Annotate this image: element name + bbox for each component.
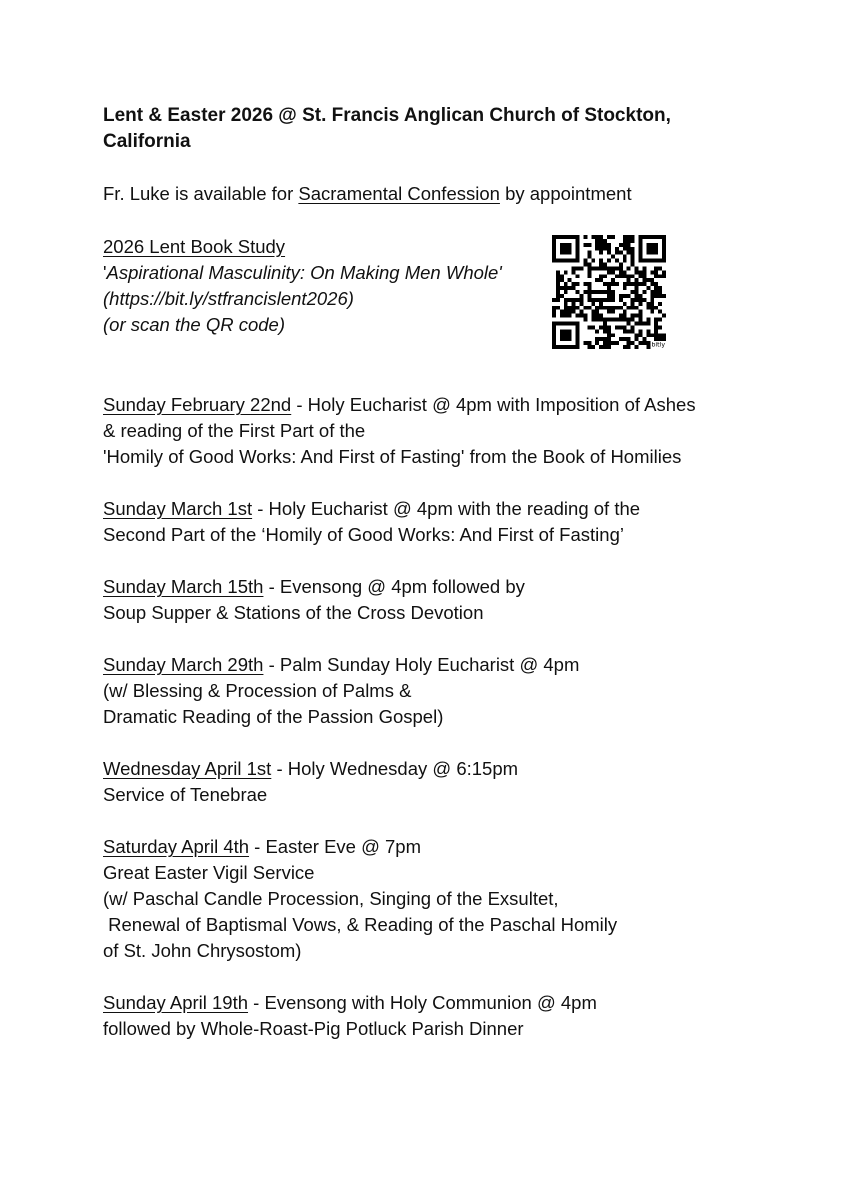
event-detail: (w/ Paschal Candle Procession, Singing of the Exsultet, (103, 888, 559, 909)
event-date[interactable]: Sunday March 1st (103, 498, 253, 519)
event-detail: Soup Supper & Stations of the Cross Devotion (103, 602, 484, 623)
event-detail: of St. John Chrysostom) (103, 940, 302, 961)
event-first-line (103, 834, 803, 860)
qr-bitly-label: bitly (651, 341, 666, 349)
event-item (103, 756, 803, 808)
event-summary: - Evensong with Holy Communion @ 4pm (248, 992, 597, 1013)
event-date[interactable]: Sunday March 29th (103, 654, 264, 675)
event-schedule (103, 392, 803, 1068)
event-date[interactable]: Sunday March 15th (103, 576, 264, 597)
sacramental-confession-link[interactable]: Sacramental Confession (298, 183, 500, 204)
confession-suffix: by appointment (499, 183, 632, 204)
event-first-line (103, 652, 803, 678)
confession-line (103, 181, 632, 207)
event-detail: Second Part of the ‘Homily of Good Works: And First of Fasting’ (103, 524, 624, 545)
event-date[interactable]: Sunday February 22nd (103, 394, 292, 415)
book-study-scan-note: (or scan the QR code) (103, 314, 285, 335)
event-detail: 'Homily of Good Works: And First of Fasting' from the Book of Homilies (103, 446, 682, 467)
book-study-block (103, 234, 502, 338)
event-summary: - Palm Sunday Holy Eucharist @ 4pm (263, 654, 580, 675)
event-item (103, 574, 803, 626)
event-summary: - Holy Eucharist @ 4pm with the reading of the (252, 498, 641, 519)
event-detail: & reading of the First Part of the (103, 420, 366, 441)
event-first-line (103, 990, 803, 1016)
book-title: Aspirational Masculinity: On Making Men Whole' (106, 262, 502, 283)
event-item (103, 496, 803, 548)
qr-code-icon[interactable] (552, 235, 666, 349)
event-detail: Great Easter Vigil Service (103, 862, 315, 883)
event-date[interactable]: Wednesday April 1st (103, 758, 272, 779)
event-summary: - Evensong @ 4pm followed by (263, 576, 525, 597)
book-title-line (103, 260, 502, 286)
event-detail: Dramatic Reading of the Passion Gospel) (103, 706, 444, 727)
event-item (103, 652, 803, 730)
event-first-line (103, 392, 803, 418)
book-title-quote: ' (103, 262, 107, 283)
confession-prefix: Fr. Luke is available for (103, 183, 299, 204)
book-study-heading[interactable]: 2026 Lent Book Study (103, 236, 286, 257)
page-title: Lent & Easter 2026 @ St. Francis Anglican Church of Stockton, California (103, 105, 671, 152)
event-summary: - Holy Wednesday @ 6:15pm (271, 758, 519, 779)
event-item (103, 392, 803, 470)
event-detail: followed by Whole-Roast-Pig Potluck Parish Dinner (103, 1018, 524, 1039)
book-study-url[interactable]: (https://bit.ly/stfrancislent2026) (103, 288, 354, 309)
event-date[interactable]: Saturday April 4th (103, 836, 250, 857)
event-detail: Service of Tenebrae (103, 784, 268, 805)
event-first-line (103, 756, 803, 782)
event-first-line (103, 496, 803, 522)
event-summary: - Holy Eucharist @ 4pm with Imposition of Ashes (291, 394, 696, 415)
event-summary: - Easter Eve @ 7pm (249, 836, 422, 857)
event-detail: Renewal of Baptismal Vows, & Reading of the Paschal Homily (103, 914, 618, 935)
event-date[interactable]: Sunday April 19th (103, 992, 249, 1013)
event-detail: (w/ Blessing & Procession of Palms & (103, 680, 412, 701)
event-first-line (103, 574, 803, 600)
event-item (103, 990, 803, 1042)
event-item (103, 834, 803, 964)
